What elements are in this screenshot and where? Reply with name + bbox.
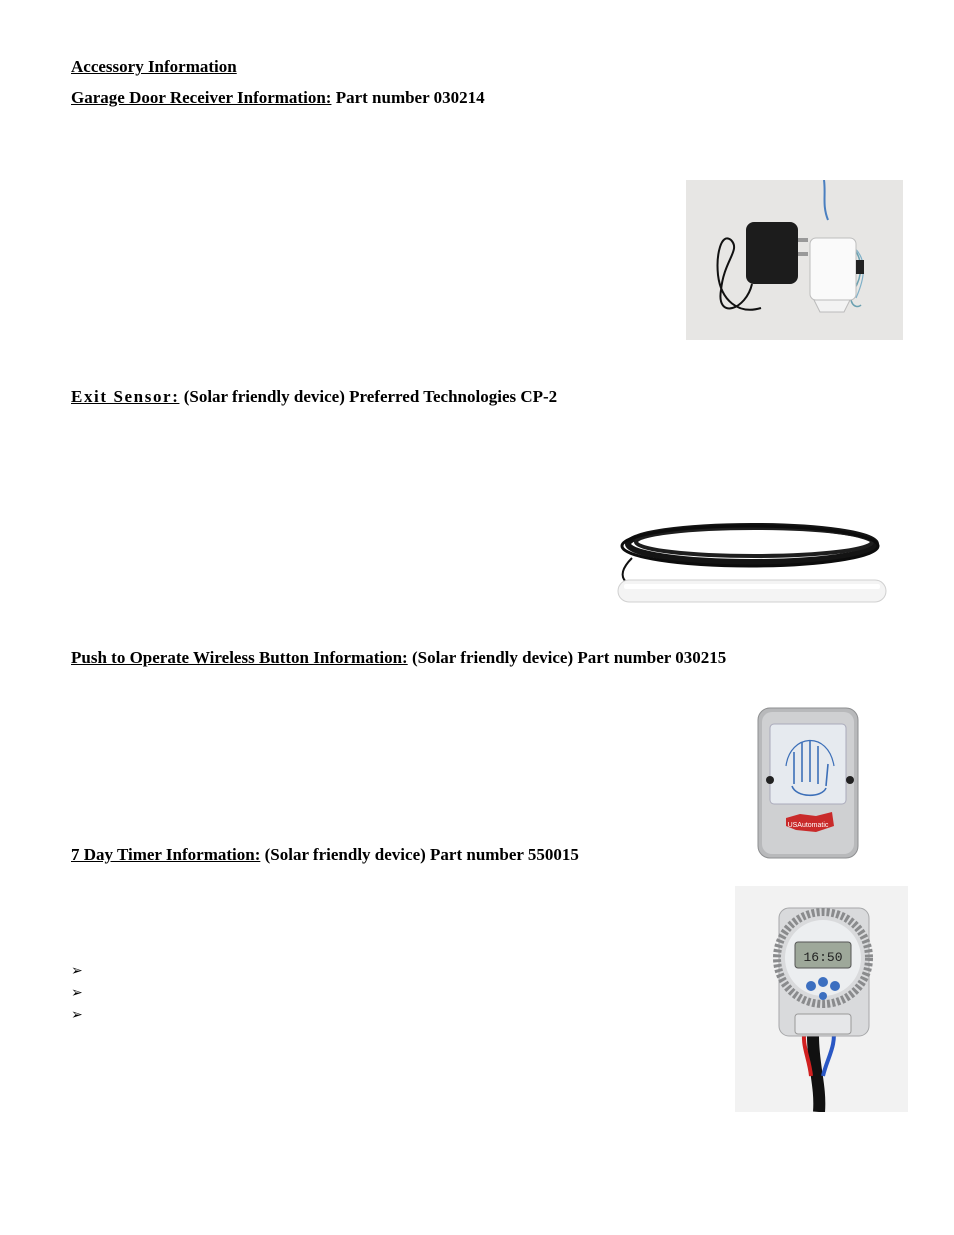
section-detail: (Solar friendly device) Preferred Technologies CP-2 — [183, 387, 558, 406]
section-detail: Part number 030214 — [335, 88, 485, 107]
section-heading: Garage Door Receiver Information: — [71, 88, 332, 107]
section-heading: 7 Day Timer Information: — [71, 845, 261, 864]
section-garage-door-receiver — [71, 88, 485, 108]
section-heading: Exit Sensor: — [71, 387, 180, 406]
wireless-button-brand-label: USAutomatic — [787, 822, 829, 829]
section-exit-sensor — [71, 387, 557, 407]
bullet-marker: ➢ — [71, 1008, 83, 1023]
section-detail: (Solar friendly device) Part number 030215 — [411, 648, 727, 667]
bullet-marker: ➢ — [71, 986, 83, 1001]
timer-photo — [735, 886, 908, 1112]
timer-display-readout: 16:50 — [803, 950, 843, 965]
page-title: Accessory Information — [71, 57, 237, 76]
bullet-marker: ➢ — [71, 964, 83, 979]
garage-door-receiver-photo — [686, 180, 903, 340]
exit-sensor-photo — [612, 518, 890, 606]
wireless-button-photo — [756, 706, 860, 860]
section-heading: Push to Operate Wireless Button Information: — [71, 648, 408, 667]
section-timer — [71, 845, 579, 865]
section-detail: (Solar friendly device) Part number 550015 — [264, 845, 579, 864]
section-wireless-button — [71, 648, 726, 668]
